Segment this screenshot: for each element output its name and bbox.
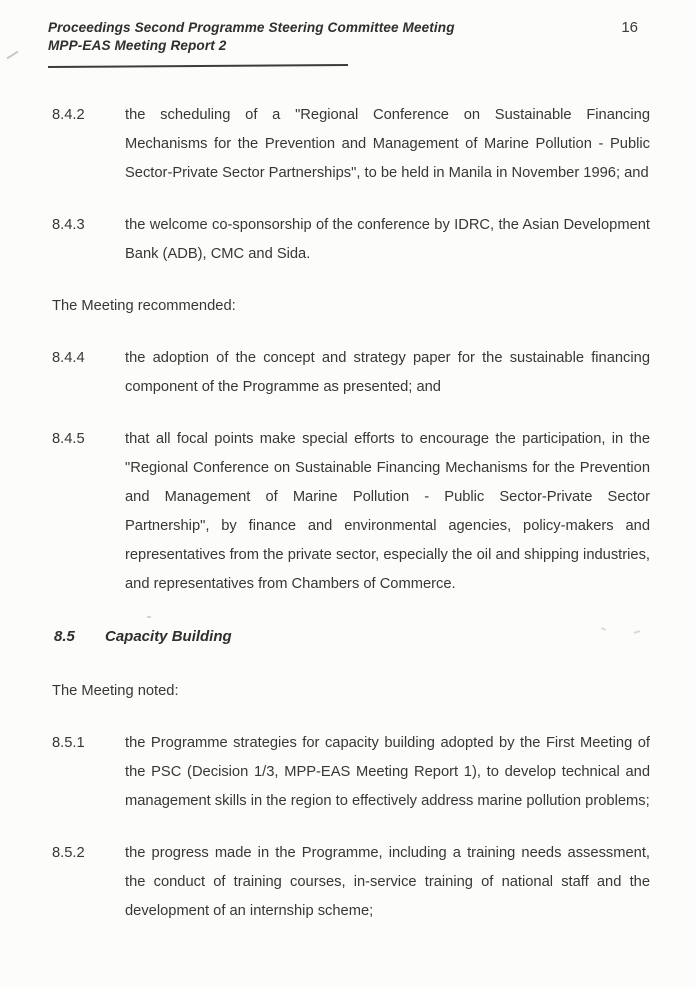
clause-text: the welcome co-sponsorship of the conference by IDRC, the Asian Development Bank (ADB), CMC and Sida. xyxy=(125,217,650,262)
clause-number: 8.4.3 xyxy=(52,217,85,233)
clause-text: the Programme strategies for capacity building adopted by the First Meeting of the PSC (Decision 1/3, MPP-EAS Meeting Report 1), to develop technical and management skills in the region to effectively address marine pollution problems; xyxy=(125,735,650,809)
clause-text: that all focal points make special efforts to encourage the participation, in the "Regional Conference on Sustainable Financing Mechanisms for the Prevention and Management of Marine Pollution - Public Sector-Private Sector Partnership", by finance and environmental agencies, policy-makers and representatives from the private sector, especially the oil and shipping industries, and representatives from Chambers of Commerce. xyxy=(125,431,650,592)
clause-number: 8.5.2 xyxy=(52,845,85,861)
clause-8-4-4 xyxy=(52,344,650,402)
report-title-line2: MPP-EAS Meeting Report 2 xyxy=(48,37,227,53)
report-title-block xyxy=(48,19,455,54)
clause-number: 8.4.4 xyxy=(52,350,85,366)
clause-text: the scheduling of a "Regional Conference on Sustainable Financing Mechanisms for the Prevention and Management of Marine Pollution - Public Sector-Private Sector Partnerships", to be held in Manila in November 1996; and xyxy=(125,107,650,181)
clause-8-4-5 xyxy=(52,425,650,599)
report-title-line1: Proceedings Second Programme Steering Committee Meeting xyxy=(48,20,455,35)
header-rule xyxy=(48,64,348,68)
clause-number: 8.4.2 xyxy=(52,107,85,123)
clause-text: the progress made in the Programme, including a training needs assessment, the conduct of training courses, in-service training of national staff and the development of an internship scheme; xyxy=(125,845,650,919)
document-body xyxy=(52,101,650,949)
clause-number: 8.5.1 xyxy=(52,735,85,751)
page-header xyxy=(48,19,656,54)
statement-meeting-noted: The Meeting noted: xyxy=(52,683,179,699)
clause-8-5-1 xyxy=(52,729,650,816)
page-number: 16 xyxy=(621,19,638,36)
scan-artifact xyxy=(6,51,18,60)
section-number: 8.5 xyxy=(54,628,75,645)
clause-8-4-3 xyxy=(52,211,650,269)
clause-8-4-2 xyxy=(52,101,650,188)
section-heading-capacity-building xyxy=(54,622,650,651)
clause-number: 8.4.5 xyxy=(52,431,85,447)
statement-meeting-recommended: The Meeting recommended: xyxy=(52,298,236,314)
clause-text: the adoption of the concept and strategy paper for the sustainable financing component of the Programme as presented; and xyxy=(125,350,650,395)
section-title: Capacity Building xyxy=(105,628,232,645)
clause-8-5-2 xyxy=(52,839,650,926)
